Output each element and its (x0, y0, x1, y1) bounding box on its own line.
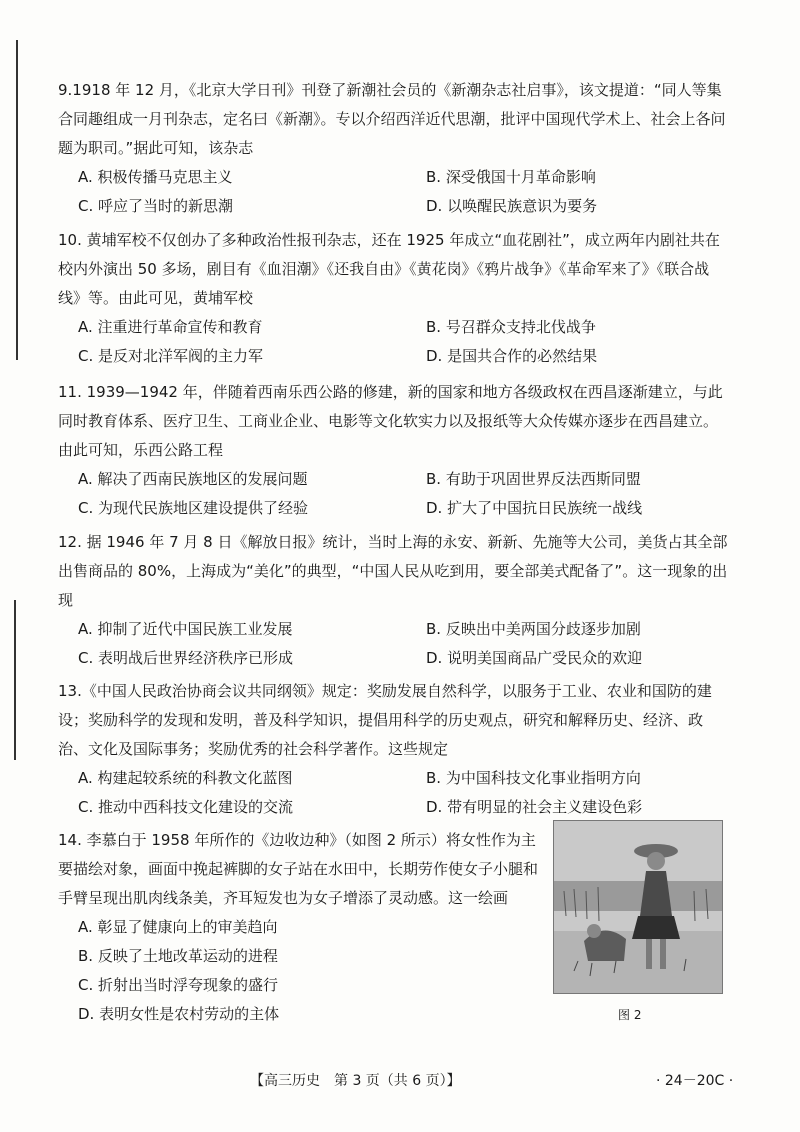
options (78, 313, 728, 371)
option-d: D. 带有明显的社会主义建设色彩 (426, 798, 643, 816)
option-b: B. 反映了土地改革运动的进程 (78, 947, 278, 965)
question-stem: 10. 黄埔军校不仅创办了多种政治性报刊杂志，还在 1925 年成立“血花剧社”，成立两年内剧社共在校内外演出 50 多场，剧目有《血泪潮》《还我自由》《黄花岗》《鸦片战争》《革命军来了》《联合战线》等。由此可见，黄埔军校 (58, 231, 720, 307)
question-11 (58, 378, 728, 523)
option-d: D. 表明女性是农村劳动的主体 (78, 1005, 280, 1023)
question-14 (58, 826, 548, 1029)
option-a: A. 构建起较系统的科教文化蓝图 (78, 769, 293, 787)
question-stem: 11. 1939—1942 年，伴随着西南乐西公路的修建，新的国家和地方各级政权在西昌逐渐建立，与此同时教育体系、医疗卫生、工商业企业、电影等文化软实力以及报纸等大众传媒亦逐步在西昌建立。由此可知，乐西公路工程 (58, 383, 723, 459)
question-12 (58, 528, 728, 673)
options (78, 163, 728, 221)
option-a: A. 积极传播马克思主义 (78, 168, 233, 186)
option-a: A. 注重进行革命宣传和教育 (78, 318, 263, 336)
painting-image (553, 820, 723, 994)
scan-edge-line (16, 40, 18, 360)
figure-caption: 图 2 (618, 1008, 642, 1022)
option-b: B. 有助于巩固世界反法西斯同盟 (426, 470, 641, 488)
question-stem: 12. 据 1946 年 7 月 8 日《解放日报》统计，当时上海的永安、新新、先施等大公司，美货占其全部出售商品的 80%，上海成为“美化”的典型，“中国人民从吃到用，要全部美式配备了”。这一现象的出现 (58, 533, 728, 609)
option-a: A. 抑制了近代中国民族工业发展 (78, 620, 293, 638)
option-c: C. 呼应了当时的新思潮 (78, 197, 234, 215)
option-c: C. 为现代民族地区建设提供了经验 (78, 499, 309, 517)
option-d: D. 扩大了中国抗日民族统一战线 (426, 499, 643, 517)
option-c: C. 是反对北洋军阀的主力军 (78, 347, 264, 365)
options (78, 615, 728, 673)
option-c: C. 折射出当时浮夸现象的盛行 (78, 976, 279, 994)
question-13 (58, 677, 728, 822)
scan-edge-line (14, 600, 16, 760)
option-b: B. 号召群众支持北伐战争 (426, 318, 596, 336)
question-9 (58, 76, 728, 221)
footer-page-info: 【高三历史 第 3 页（共 6 页）】 (250, 1073, 461, 1089)
option-c: C. 表明战后世界经济秩序已形成 (78, 649, 294, 667)
option-c: C. 推动中西科技文化建设的交流 (78, 798, 294, 816)
options (78, 913, 548, 1029)
options (78, 465, 728, 523)
question-stem: 9.1918 年 12 月，《北京大学日刊》刊登了新潮社会员的《新潮杂志社启事》，该文提道：“同人等集合同趣组成一月刊杂志，定名曰《新潮》。专以介绍西洋近代思潮，批评中国现代学术上、社会上各问题为职司。”据此可知，该杂志 (58, 81, 726, 157)
option-a: A. 解决了西南民族地区的发展问题 (78, 470, 308, 488)
footer-code: · 24－20C · (656, 1073, 734, 1089)
question-10 (58, 226, 728, 371)
option-d: D. 以唤醒民族意识为要务 (426, 197, 598, 215)
question-stem: 13.《中国人民政治协商会议共同纲领》规定：奖励发展自然科学，以服务于工业、农业和国防的建设；奖励科学的发现和发明，普及科学知识，提倡用科学的历史观点，研究和解释历史、经济、政治、文化及国际事务；奖励优秀的社会科学著作。这些规定 (58, 682, 712, 758)
option-b: B. 深受俄国十月革命影响 (426, 168, 596, 186)
option-d: D. 是国共合作的必然结果 (426, 347, 598, 365)
option-d: D. 说明美国商品广受民众的欢迎 (426, 649, 643, 667)
painting-illustration (554, 821, 722, 993)
option-a: A. 彰显了健康向上的审美趋向 (78, 918, 278, 936)
options (78, 764, 728, 822)
question-stem: 14. 李慕白于 1958 年所作的《边收边种》（如图 2 所示）将女性作为主要描绘对象，画面中挽起裤脚的女子站在水田中，长期劳作使女子小腿和手臂呈现出肌肉线条美，齐耳短发也为女子增添了灵动感。这一绘画 (58, 831, 539, 907)
option-b: B. 为中国科技文化事业指明方向 (426, 769, 641, 787)
option-b: B. 反映出中美两国分歧逐步加剧 (426, 620, 641, 638)
